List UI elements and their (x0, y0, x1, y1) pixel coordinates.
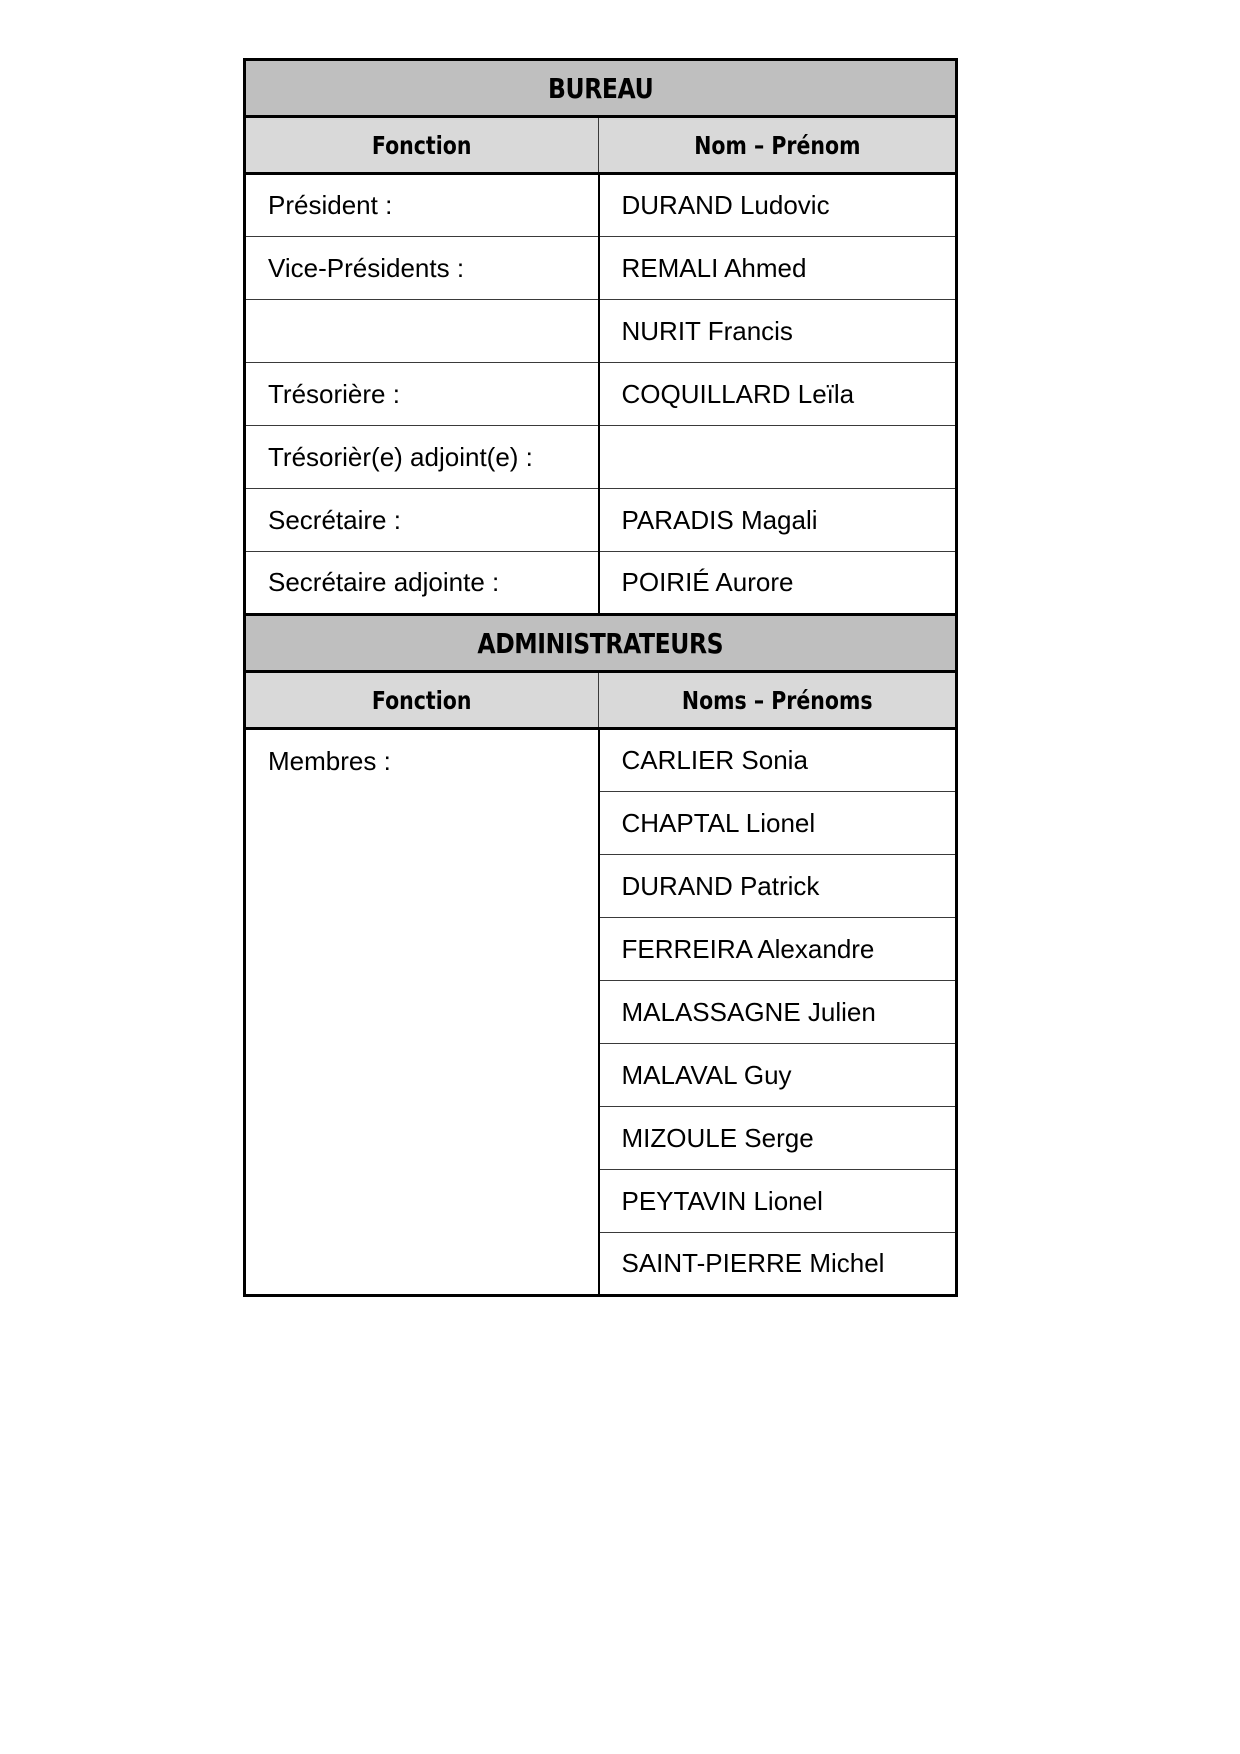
bureau-nom-cell: COQUILLARD Leïla (599, 363, 957, 426)
membre-name-cell: CARLIER Sonia (599, 729, 957, 792)
bureau-fonction-cell: Secrétaire : (245, 489, 599, 552)
bureau-fonction-cell: Trésorière : (245, 363, 599, 426)
administrateurs-row (245, 729, 957, 792)
bureau-fonction-cell: Trésorièr(e) adjoint(e) : (245, 426, 599, 489)
bureau-title (245, 60, 957, 117)
bureau-fonction-cell: Vice-Présidents : (245, 237, 599, 300)
bureau-nom-cell: DURAND Ludovic (599, 174, 957, 237)
bureau-nom-cell: PARADIS Magali (599, 489, 957, 552)
bureau-row (245, 426, 957, 489)
bureau-row (245, 237, 957, 300)
administrateurs-header-fonction (245, 672, 599, 729)
bureau-row (245, 174, 957, 237)
membre-name-cell: MALASSAGNE Julien (599, 981, 957, 1044)
bureau-fonction-cell: Président : (245, 174, 599, 237)
membres-label-cell: Membres : (245, 729, 599, 1296)
bureau-row (245, 552, 957, 615)
bureau-header-nom-text: Nom – Prénom (693, 130, 861, 160)
bureau-row (245, 489, 957, 552)
membre-name-cell: DURAND Patrick (599, 855, 957, 918)
membre-name-cell: PEYTAVIN Lionel (599, 1170, 957, 1233)
membre-name-cell: FERREIRA Alexandre (599, 918, 957, 981)
bureau-row (245, 300, 957, 363)
administrateurs-column-headers (245, 672, 957, 729)
administrateurs-section-header (245, 615, 957, 672)
membre-name-cell: SAINT-PIERRE Michel (599, 1233, 957, 1296)
administrateurs-title (245, 615, 957, 672)
bureau-nom-cell (599, 426, 957, 489)
administrateurs-title-text: ADMINISTRATEURS (477, 626, 724, 660)
bureau-row (245, 363, 957, 426)
bureau-column-headers (245, 117, 957, 174)
bureau-nom-cell: NURIT Francis (599, 300, 957, 363)
bureau-nom-cell: REMALI Ahmed (599, 237, 957, 300)
membre-name-cell: MIZOULE Serge (599, 1107, 957, 1170)
administrateurs-header-nom (599, 672, 957, 729)
bureau-nom-cell: POIRIÉ Aurore (599, 552, 957, 615)
bureau-header-fonction-text: Fonction (372, 130, 472, 160)
bureau-header-nom (599, 117, 957, 174)
bureau-title-text: BUREAU (547, 71, 654, 105)
membre-name-cell: CHAPTAL Lionel (599, 792, 957, 855)
membre-name-cell: MALAVAL Guy (599, 1044, 957, 1107)
bureau-header-fonction (245, 117, 599, 174)
administrateurs-header-fonction-text: Fonction (372, 685, 472, 715)
bureau-fonction-cell: Secrétaire adjointe : (245, 552, 599, 615)
bureau-fonction-cell (245, 300, 599, 363)
organization-table (243, 58, 958, 1297)
administrateurs-header-nom-text: Noms – Prénoms (681, 685, 873, 715)
bureau-section-header (245, 60, 957, 117)
